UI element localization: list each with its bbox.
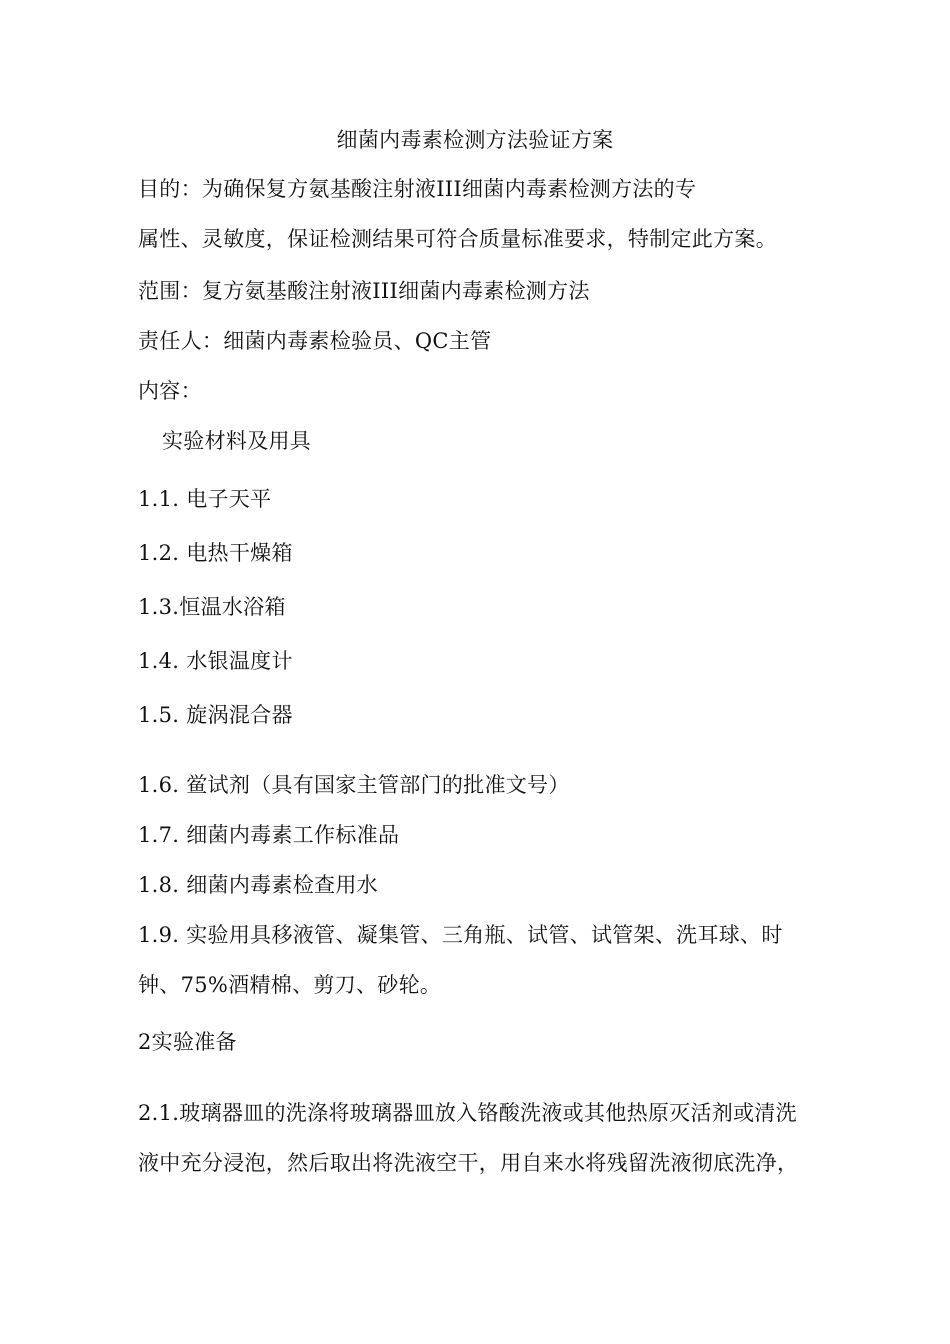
list-item-continuation: 钟、75%酒精棉、剪刀、砂轮。 <box>138 973 442 997</box>
content-heading: 内容： <box>138 379 202 403</box>
document-title: 细菌内毒素检测方法验证方案 <box>336 128 614 152</box>
list-item: 1.8. 细菌内毒素检查用水 <box>138 873 378 897</box>
list-item: 1.1. 电子天平 <box>138 487 272 511</box>
purpose-line-1: 目的：为确保复方氨基酸注射液III细菌内毒素检测方法的专 <box>138 177 697 201</box>
list-item: 1.5. 旋涡混合器 <box>138 703 293 727</box>
list-item: 1.6. 鲎试剂（具有国家主管部门的批准文号） <box>138 773 570 797</box>
list-item: 1.2. 电热干燥箱 <box>138 541 293 565</box>
purpose-line-2: 属性、灵敏度，保证检测结果可符合质量标准要求，特制定此方案。 <box>138 227 777 251</box>
list-item: 1.3.恒温水浴箱 <box>138 595 286 619</box>
section-1-heading: 实验材料及用具 <box>162 429 312 453</box>
section-2-heading: 2实验准备 <box>138 1030 237 1054</box>
list-item: 1.7. 细菌内毒素工作标准品 <box>138 823 400 847</box>
scope-line: 范围：复方氨基酸注射液III细菌内毒素检测方法 <box>138 279 590 303</box>
responsible-line: 责任人：细菌内毒素检验员、QC主管 <box>138 329 492 353</box>
paragraph-line: 液中充分浸泡，然后取出将洗液空干，用自来水将残留洗液彻底洗净， <box>138 1151 799 1175</box>
list-item: 1.4. 水银温度计 <box>138 649 293 673</box>
list-item: 1.9. 实验用具移液管、凝集管、三角瓶、试管、试管架、洗耳球、时 <box>138 923 783 947</box>
paragraph-line: 2.1.玻璃器皿的洗涤将玻璃器皿放入铬酸洗液或其他热原灭活剂或清洗 <box>138 1101 797 1125</box>
